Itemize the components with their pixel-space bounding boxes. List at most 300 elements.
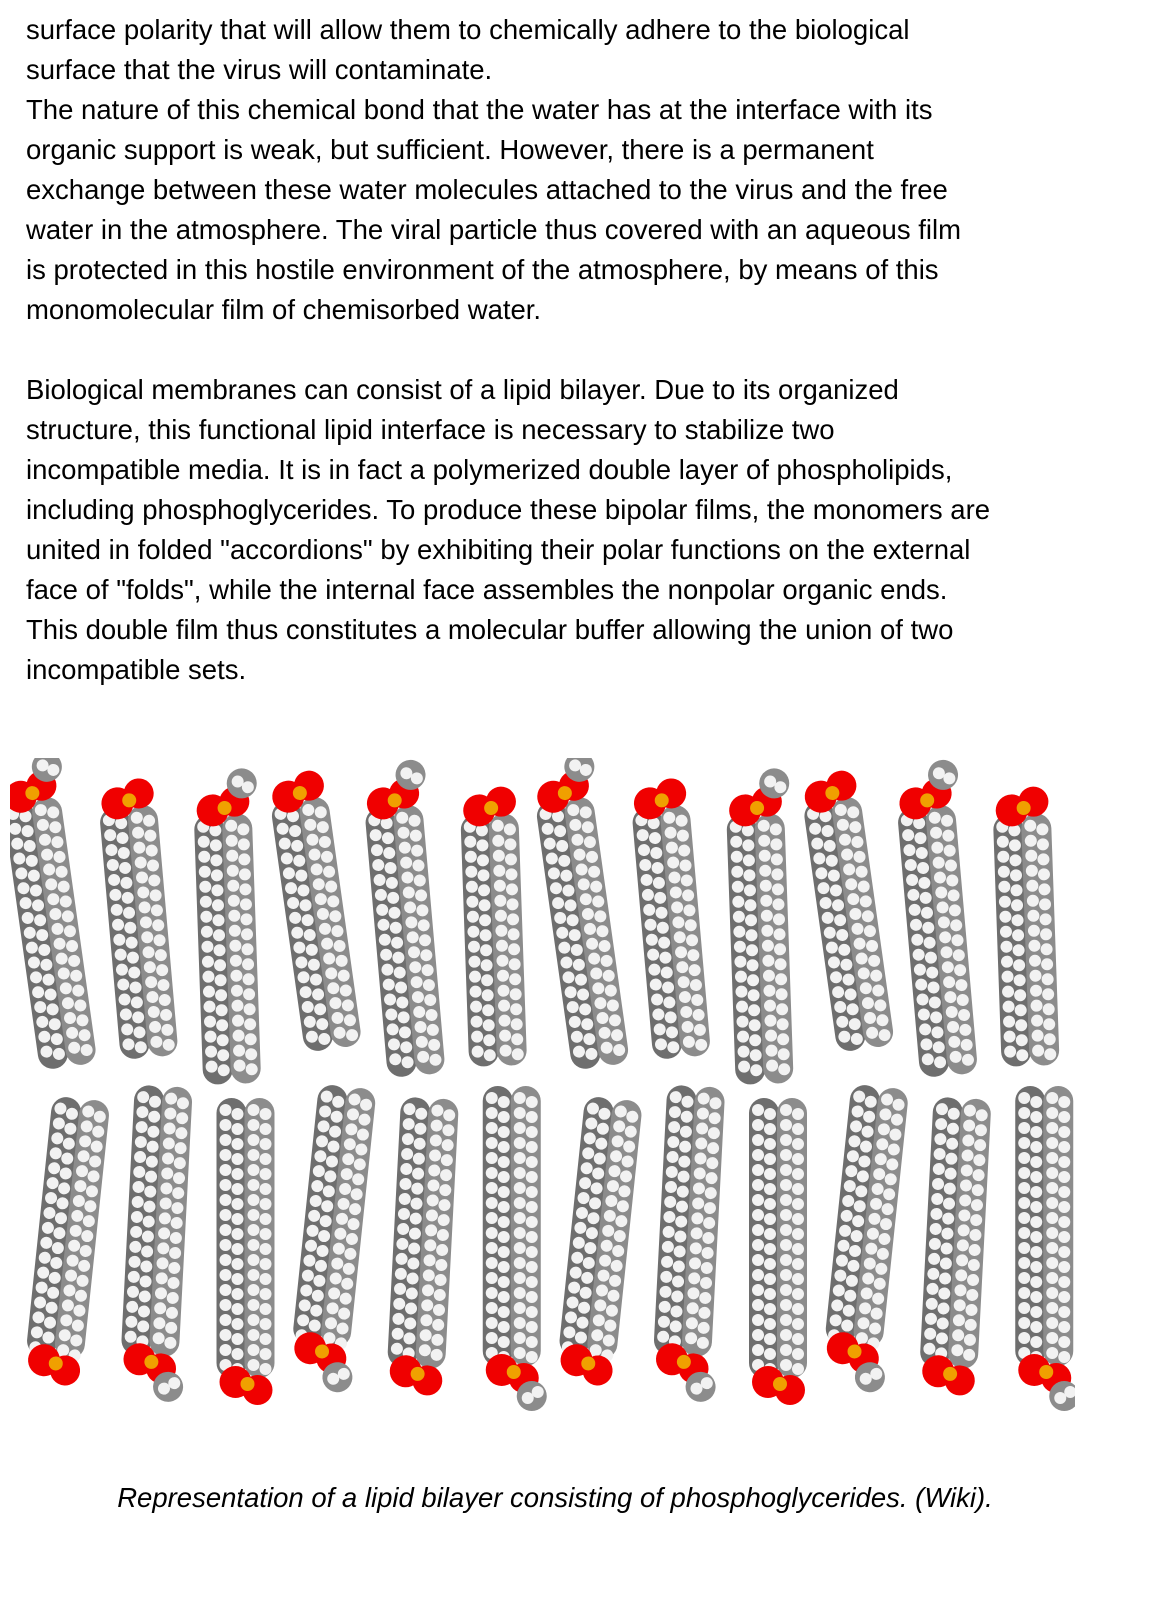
hydrogen-atom bbox=[780, 1284, 792, 1296]
hydrogen-atom bbox=[526, 1231, 538, 1243]
hydrogen-atom bbox=[514, 1122, 526, 1134]
hydrogen-atom bbox=[260, 1198, 272, 1210]
hydrogen-atom bbox=[260, 1318, 272, 1330]
hydrogen-atom bbox=[498, 1096, 510, 1108]
hydrogen-atom bbox=[780, 1194, 792, 1206]
hydrogen-atom bbox=[514, 1317, 526, 1329]
hydrogen-atom bbox=[526, 1126, 538, 1138]
hydrogen-atom bbox=[1058, 1306, 1070, 1318]
hydrogen-atom bbox=[486, 1317, 498, 1329]
phospholipid-molecule bbox=[217, 1098, 275, 1405]
hydrogen-atom bbox=[248, 1179, 260, 1191]
hydrogen-atom bbox=[526, 1141, 538, 1153]
hydrogen-atom bbox=[232, 1228, 244, 1240]
hydrogen-atom bbox=[1030, 1336, 1042, 1348]
hydrogen-atom bbox=[1058, 1291, 1070, 1303]
hydrogen-atom bbox=[486, 1227, 498, 1239]
hydrogen-atom bbox=[232, 1183, 244, 1195]
paragraph-lipid-bilayer bbox=[26, 370, 1136, 690]
hydrogen-atom bbox=[752, 1209, 764, 1221]
hydrogen-atom bbox=[764, 1153, 776, 1165]
hydrogen-atom bbox=[260, 1168, 272, 1180]
hydrogen-atom bbox=[1030, 1096, 1042, 1108]
phospholipid-molecule bbox=[483, 1086, 547, 1411]
hydrogen-atom bbox=[232, 1213, 244, 1225]
hydrogen-atom bbox=[780, 1209, 792, 1221]
hydrogen-atom bbox=[1058, 1276, 1070, 1288]
phospholipid-molecule bbox=[459, 786, 527, 1067]
hydrogen-atom bbox=[764, 1228, 776, 1240]
hydrogen-atom bbox=[1018, 1197, 1030, 1209]
hydrogen-atom bbox=[1058, 1231, 1070, 1243]
hydrogen-atom bbox=[1046, 1137, 1058, 1149]
phospholipid-molecule bbox=[529, 758, 636, 1071]
hydrogen-atom bbox=[248, 1149, 260, 1161]
hydrogen-atom bbox=[514, 1347, 526, 1359]
hydrogen-atom bbox=[514, 1152, 526, 1164]
hydrogen-atom bbox=[248, 1194, 260, 1206]
hydrogen-atom bbox=[498, 1336, 510, 1348]
hydrogen-atom bbox=[792, 1318, 804, 1330]
hydrogen-atom bbox=[752, 1239, 764, 1251]
hydrogen-atom bbox=[260, 1123, 272, 1135]
text-line: structure, this functional lipid interface is necessary to stabilize two bbox=[26, 414, 835, 445]
hydrogen-atom bbox=[1046, 1122, 1058, 1134]
phospholipid-molecule bbox=[629, 777, 711, 1060]
hydrogen-atom bbox=[780, 1104, 792, 1116]
hydrogen-atom bbox=[780, 1359, 792, 1371]
hydrogen-atom bbox=[792, 1138, 804, 1150]
phospholipid-molecule bbox=[749, 1098, 807, 1405]
hydrogen-atom bbox=[526, 1291, 538, 1303]
text-line: Biological membranes can consist of a lipid bilayer. Due to its organized bbox=[26, 374, 899, 405]
hydrogen-atom bbox=[1046, 1302, 1058, 1314]
hydrogen-atom bbox=[1018, 1317, 1030, 1329]
hydrogen-atom bbox=[514, 1227, 526, 1239]
hydrogen-atom bbox=[220, 1119, 232, 1131]
hydrogen-atom bbox=[248, 1134, 260, 1146]
hydrogen-atom bbox=[1030, 1141, 1042, 1153]
hydrogen-atom bbox=[526, 1246, 538, 1258]
hydrogen-atom bbox=[514, 1257, 526, 1269]
hydrogen-atom bbox=[1058, 1141, 1070, 1153]
hydrogen-atom bbox=[1046, 1317, 1058, 1329]
hydrogen-atom bbox=[248, 1209, 260, 1221]
text-line: surface that the virus will contaminate. bbox=[26, 54, 493, 85]
hydrogen-atom bbox=[1030, 1306, 1042, 1318]
hydrogen-atom bbox=[1018, 1227, 1030, 1239]
phospholipid-molecule bbox=[118, 1085, 198, 1403]
lipid-bilayer-illustration bbox=[10, 758, 1075, 1448]
hydrogen-atom bbox=[526, 1201, 538, 1213]
hydrogen-atom bbox=[792, 1123, 804, 1135]
hydrogen-atom bbox=[1046, 1332, 1058, 1344]
hydrogen-atom bbox=[260, 1108, 272, 1120]
hydrogen-atom bbox=[526, 1321, 538, 1333]
hydrogen-atom bbox=[1030, 1246, 1042, 1258]
hydrogen-atom bbox=[764, 1288, 776, 1300]
lipid-bilayer-figure bbox=[10, 758, 1075, 1448]
text-line: organic support is weak, but sufficient. However, there is a permanent bbox=[26, 134, 874, 165]
hydrogen-atom bbox=[1018, 1272, 1030, 1284]
hydrogen-atom bbox=[232, 1108, 244, 1120]
hydrogen-atom bbox=[780, 1119, 792, 1131]
hydrogen-atom bbox=[514, 1167, 526, 1179]
hydrogen-atom bbox=[1046, 1182, 1058, 1194]
text-line: surface polarity that will allow them to chemically adhere to the biological bbox=[26, 14, 910, 45]
hydrogen-atom bbox=[780, 1179, 792, 1191]
hydrogen-atom bbox=[1030, 1276, 1042, 1288]
hydrogen-atom bbox=[526, 1261, 538, 1273]
text-line: The nature of this chemical bond that the water has at the interface with its bbox=[26, 94, 933, 125]
hydrogen-atom bbox=[232, 1318, 244, 1330]
hydrogen-atom bbox=[780, 1164, 792, 1176]
hydrogen-atom bbox=[526, 1351, 538, 1363]
hydrogen-atom bbox=[248, 1119, 260, 1131]
hydrogen-atom bbox=[260, 1348, 272, 1360]
hydrogen-atom bbox=[780, 1134, 792, 1146]
hydrogen-atom bbox=[220, 1149, 232, 1161]
phospholipid-molecule bbox=[386, 1097, 459, 1397]
lower-leaflet bbox=[23, 1084, 1075, 1411]
hydrogen-atom bbox=[780, 1254, 792, 1266]
hydrogen-atom bbox=[532, 1386, 544, 1398]
hydrogen-atom bbox=[526, 1276, 538, 1288]
hydrogen-atom bbox=[514, 1107, 526, 1119]
hydrogen-atom bbox=[1046, 1167, 1058, 1179]
hydrogen-atom bbox=[232, 1153, 244, 1165]
hydrogen-atom bbox=[1058, 1216, 1070, 1228]
hydrogen-atom bbox=[232, 1348, 244, 1360]
hydrogen-atom bbox=[792, 1273, 804, 1285]
hydrogen-atom bbox=[1058, 1186, 1070, 1198]
text-line: face of "folds", while the internal face assembles the nonpolar organic ends. bbox=[26, 574, 948, 605]
text-line: exchange between these water molecules attached to the virus and the free bbox=[26, 174, 948, 205]
hydrogen-atom bbox=[514, 1272, 526, 1284]
hydrogen-atom bbox=[486, 1107, 498, 1119]
hydrogen-atom bbox=[764, 1303, 776, 1315]
hydrogen-atom bbox=[1030, 1111, 1042, 1123]
hydrogen-atom bbox=[764, 1213, 776, 1225]
hydrogen-atom bbox=[792, 1183, 804, 1195]
hydrogen-atom bbox=[220, 1239, 232, 1251]
hydrogen-atom bbox=[260, 1153, 272, 1165]
hydrogen-atom bbox=[1058, 1156, 1070, 1168]
upper-leaflet bbox=[10, 758, 1060, 1085]
hydrogen-atom bbox=[1058, 1201, 1070, 1213]
hydrogen-atom bbox=[514, 1242, 526, 1254]
hydrogen-atom bbox=[248, 1299, 260, 1311]
phospholipid-molecule bbox=[97, 777, 179, 1060]
hydrogen-atom bbox=[764, 1333, 776, 1345]
hydrogen-atom bbox=[248, 1359, 260, 1371]
hydrogen-atom bbox=[792, 1108, 804, 1120]
hydrogen-atom bbox=[232, 1303, 244, 1315]
hydrogen-atom bbox=[1030, 1126, 1042, 1138]
hydrogen-atom bbox=[780, 1224, 792, 1236]
hydrogen-atom bbox=[514, 1197, 526, 1209]
hydrogen-atom bbox=[260, 1333, 272, 1345]
phosphorus-atom bbox=[1039, 1365, 1053, 1379]
phospholipid-molecule bbox=[651, 1085, 731, 1403]
hydrogen-atom bbox=[1046, 1287, 1058, 1299]
hydrogen-atom bbox=[752, 1224, 764, 1236]
hydrogen-atom bbox=[792, 1333, 804, 1345]
hydrogen-atom bbox=[232, 1243, 244, 1255]
hydrogen-atom bbox=[232, 1123, 244, 1135]
hydrogen-atom bbox=[1018, 1182, 1030, 1194]
phospholipid-molecule bbox=[555, 1096, 643, 1387]
hydrogen-atom bbox=[1018, 1242, 1030, 1254]
hydrogen-atom bbox=[260, 1228, 272, 1240]
hydrogen-atom bbox=[752, 1329, 764, 1341]
phospholipid-molecule bbox=[10, 758, 103, 1071]
hydrogen-atom bbox=[486, 1197, 498, 1209]
figure-caption: Representation of a lipid bilayer consisting of phosphoglycerides. (Wiki). bbox=[117, 1482, 993, 1513]
hydrogen-atom bbox=[232, 1273, 244, 1285]
hydrogen-atom bbox=[764, 1258, 776, 1270]
hydrogen-atom bbox=[1046, 1212, 1058, 1224]
hydrogen-atom bbox=[232, 1198, 244, 1210]
hydrogen-atom bbox=[220, 1209, 232, 1221]
hydrogen-atom bbox=[486, 1122, 498, 1134]
hydrogen-atom bbox=[1018, 1332, 1030, 1344]
hydrogen-atom bbox=[220, 1224, 232, 1236]
hydrogen-atom bbox=[1018, 1152, 1030, 1164]
hydrogen-atom bbox=[248, 1269, 260, 1281]
hydrogen-atom bbox=[792, 1198, 804, 1210]
hydrogen-atom bbox=[248, 1164, 260, 1176]
hydrogen-atom bbox=[498, 1126, 510, 1138]
hydrogen-atom bbox=[486, 1152, 498, 1164]
hydrogen-atom bbox=[486, 1272, 498, 1284]
hydrogen-atom bbox=[486, 1212, 498, 1224]
hydrogen-atom bbox=[1018, 1092, 1030, 1104]
phospholipid-molecule bbox=[725, 768, 800, 1085]
hydrogen-atom bbox=[486, 1137, 498, 1149]
hydrogen-atom bbox=[1018, 1212, 1030, 1224]
hydrogen-atom bbox=[248, 1224, 260, 1236]
phospholipid-molecule bbox=[799, 768, 895, 1052]
hydrogen-atom bbox=[220, 1269, 232, 1281]
hydrogen-atom bbox=[498, 1141, 510, 1153]
hydrogen-atom bbox=[752, 1344, 764, 1356]
hydrogen-atom bbox=[764, 1123, 776, 1135]
hydrogen-atom bbox=[1058, 1261, 1070, 1273]
hydrogen-atom bbox=[498, 1276, 510, 1288]
hydrogen-atom bbox=[220, 1314, 232, 1326]
hydrogen-atom bbox=[498, 1111, 510, 1123]
hydrogen-atom bbox=[220, 1344, 232, 1356]
hydrogen-atom bbox=[1018, 1257, 1030, 1269]
hydrogen-atom bbox=[514, 1287, 526, 1299]
hydrogen-atom bbox=[1058, 1351, 1070, 1363]
hydrogen-atom bbox=[1046, 1272, 1058, 1284]
hydrogen-atom bbox=[260, 1138, 272, 1150]
hydrogen-atom bbox=[792, 1303, 804, 1315]
hydrogen-atom bbox=[1030, 1231, 1042, 1243]
hydrogen-atom bbox=[486, 1167, 498, 1179]
hydrogen-atom bbox=[220, 1254, 232, 1266]
hydrogen-atom bbox=[526, 1096, 538, 1108]
phospholipid-molecule bbox=[287, 1084, 383, 1394]
hydrogen-atom bbox=[220, 1299, 232, 1311]
phospholipid-molecule bbox=[1015, 1086, 1075, 1411]
hydrogen-atom bbox=[1046, 1107, 1058, 1119]
hydrogen-atom bbox=[526, 1186, 538, 1198]
hydrogen-atom bbox=[498, 1201, 510, 1213]
hydrogen-atom bbox=[232, 1138, 244, 1150]
hydrogen-atom bbox=[260, 1258, 272, 1270]
hydrogen-atom bbox=[220, 1284, 232, 1296]
hydrogen-atom bbox=[220, 1164, 232, 1176]
hydrogen-atom bbox=[248, 1239, 260, 1251]
hydrogen-atom bbox=[1058, 1336, 1070, 1348]
text-line: united in folded "accordions" by exhibiting their polar functions on the external bbox=[26, 534, 971, 565]
hydrogen-atom bbox=[764, 1348, 776, 1360]
hydrogen-atom bbox=[1018, 1287, 1030, 1299]
hydrogen-atom bbox=[248, 1329, 260, 1341]
hydrogen-atom bbox=[248, 1104, 260, 1116]
hydrogen-atom bbox=[498, 1231, 510, 1243]
hydrogen-atom bbox=[752, 1104, 764, 1116]
phospholipid-molecule bbox=[360, 759, 451, 1078]
hydrogen-atom bbox=[522, 1392, 534, 1404]
hydrogen-atom bbox=[486, 1287, 498, 1299]
hydrogen-atom bbox=[780, 1329, 792, 1341]
hydrogen-atom bbox=[752, 1254, 764, 1266]
hydrogen-atom bbox=[486, 1257, 498, 1269]
hydrogen-atom bbox=[1030, 1201, 1042, 1213]
hydrogen-atom bbox=[1018, 1122, 1030, 1134]
hydrogen-atom bbox=[1058, 1321, 1070, 1333]
hydrogen-atom bbox=[486, 1332, 498, 1344]
hydrogen-atom bbox=[514, 1092, 526, 1104]
hydrogen-atom bbox=[248, 1344, 260, 1356]
hydrogen-atom bbox=[764, 1198, 776, 1210]
hydrogen-atom bbox=[486, 1092, 498, 1104]
hydrogen-atom bbox=[1018, 1137, 1030, 1149]
hydrogen-atom bbox=[792, 1363, 804, 1375]
hydrogen-atom bbox=[1030, 1216, 1042, 1228]
hydrogen-atom bbox=[1046, 1227, 1058, 1239]
hydrogen-atom bbox=[1030, 1261, 1042, 1273]
hydrogen-atom bbox=[1018, 1167, 1030, 1179]
hydrogen-atom bbox=[1030, 1321, 1042, 1333]
hydrogen-atom bbox=[792, 1348, 804, 1360]
hydrogen-atom bbox=[780, 1149, 792, 1161]
hydrogen-atom bbox=[1046, 1197, 1058, 1209]
hydrogen-atom bbox=[792, 1243, 804, 1255]
hydrogen-atom bbox=[526, 1216, 538, 1228]
hydrogen-atom bbox=[752, 1149, 764, 1161]
phospholipid-molecule bbox=[893, 759, 984, 1078]
hydrogen-atom bbox=[260, 1213, 272, 1225]
hydrogen-atom bbox=[260, 1288, 272, 1300]
hydrogen-atom bbox=[764, 1243, 776, 1255]
phosphorus-atom bbox=[241, 1377, 255, 1391]
hydrogen-atom bbox=[1058, 1111, 1070, 1123]
hydrogen-atom bbox=[1030, 1186, 1042, 1198]
hydrogen-atom bbox=[220, 1179, 232, 1191]
hydrogen-atom bbox=[498, 1291, 510, 1303]
hydrogen-atom bbox=[498, 1306, 510, 1318]
phospholipid-molecule bbox=[992, 786, 1060, 1067]
hydrogen-atom bbox=[486, 1242, 498, 1254]
hydrogen-atom bbox=[780, 1239, 792, 1251]
hydrogen-atom bbox=[232, 1258, 244, 1270]
hydrogen-atom bbox=[220, 1194, 232, 1206]
hydrogen-atom bbox=[764, 1168, 776, 1180]
hydrogen-atom bbox=[232, 1333, 244, 1345]
hydrogen-atom bbox=[514, 1302, 526, 1314]
hydrogen-atom bbox=[232, 1288, 244, 1300]
hydrogen-atom bbox=[248, 1284, 260, 1296]
hydrogen-atom bbox=[1018, 1302, 1030, 1314]
hydrogen-atom bbox=[752, 1164, 764, 1176]
hydrogen-atom bbox=[752, 1134, 764, 1146]
hydrogen-atom bbox=[498, 1186, 510, 1198]
text-line: is protected in this hostile environment of the atmosphere, by means of this bbox=[26, 254, 939, 285]
hydrogen-atom bbox=[514, 1137, 526, 1149]
hydrogen-atom bbox=[248, 1254, 260, 1266]
hydrogen-atom bbox=[526, 1156, 538, 1168]
hydrogen-atom bbox=[764, 1138, 776, 1150]
hydrogen-atom bbox=[498, 1216, 510, 1228]
phosphorus-atom bbox=[773, 1377, 787, 1391]
text-line: including phosphoglycerides. To produce these bipolar films, the monomers are bbox=[26, 494, 991, 525]
text-line: This double film thus constitutes a molecular buffer allowing the union of two bbox=[26, 614, 954, 645]
hydrogen-atom bbox=[792, 1213, 804, 1225]
hydrogen-atom bbox=[1054, 1392, 1066, 1404]
hydrogen-atom bbox=[260, 1303, 272, 1315]
hydrogen-atom bbox=[1058, 1096, 1070, 1108]
phosphorus-atom bbox=[507, 1365, 521, 1379]
hydrogen-atom bbox=[526, 1306, 538, 1318]
hydrogen-atom bbox=[220, 1329, 232, 1341]
hydrogen-atom bbox=[780, 1314, 792, 1326]
hydrogen-atom bbox=[752, 1284, 764, 1296]
phospholipid-molecule bbox=[192, 768, 267, 1085]
phospholipid-molecule bbox=[918, 1097, 991, 1397]
hydrogen-atom bbox=[514, 1332, 526, 1344]
hydrogen-atom bbox=[260, 1183, 272, 1195]
phospholipid-molecule bbox=[23, 1096, 111, 1387]
hydrogen-atom bbox=[486, 1302, 498, 1314]
hydrogen-atom bbox=[752, 1179, 764, 1191]
text-line: monomolecular film of chemisorbed water. bbox=[26, 294, 542, 325]
hydrogen-atom bbox=[764, 1108, 776, 1120]
hydrogen-atom bbox=[232, 1168, 244, 1180]
hydrogen-atom bbox=[1046, 1347, 1058, 1359]
hydrogen-atom bbox=[792, 1228, 804, 1240]
hydrogen-atom bbox=[764, 1183, 776, 1195]
hydrogen-atom bbox=[514, 1212, 526, 1224]
hydrogen-atom bbox=[1030, 1291, 1042, 1303]
hydrogen-atom bbox=[1058, 1171, 1070, 1183]
hydrogen-atom bbox=[220, 1134, 232, 1146]
hydrogen-atom bbox=[764, 1273, 776, 1285]
hydrogen-atom bbox=[1046, 1242, 1058, 1254]
hydrogen-atom bbox=[498, 1261, 510, 1273]
hydrogen-atom bbox=[498, 1156, 510, 1168]
hydrogen-atom bbox=[792, 1168, 804, 1180]
text-line: incompatible sets. bbox=[26, 654, 247, 685]
hydrogen-atom bbox=[526, 1336, 538, 1348]
hydrogen-atom bbox=[1030, 1171, 1042, 1183]
hydrogen-atom bbox=[260, 1363, 272, 1375]
hydrogen-atom bbox=[1046, 1257, 1058, 1269]
